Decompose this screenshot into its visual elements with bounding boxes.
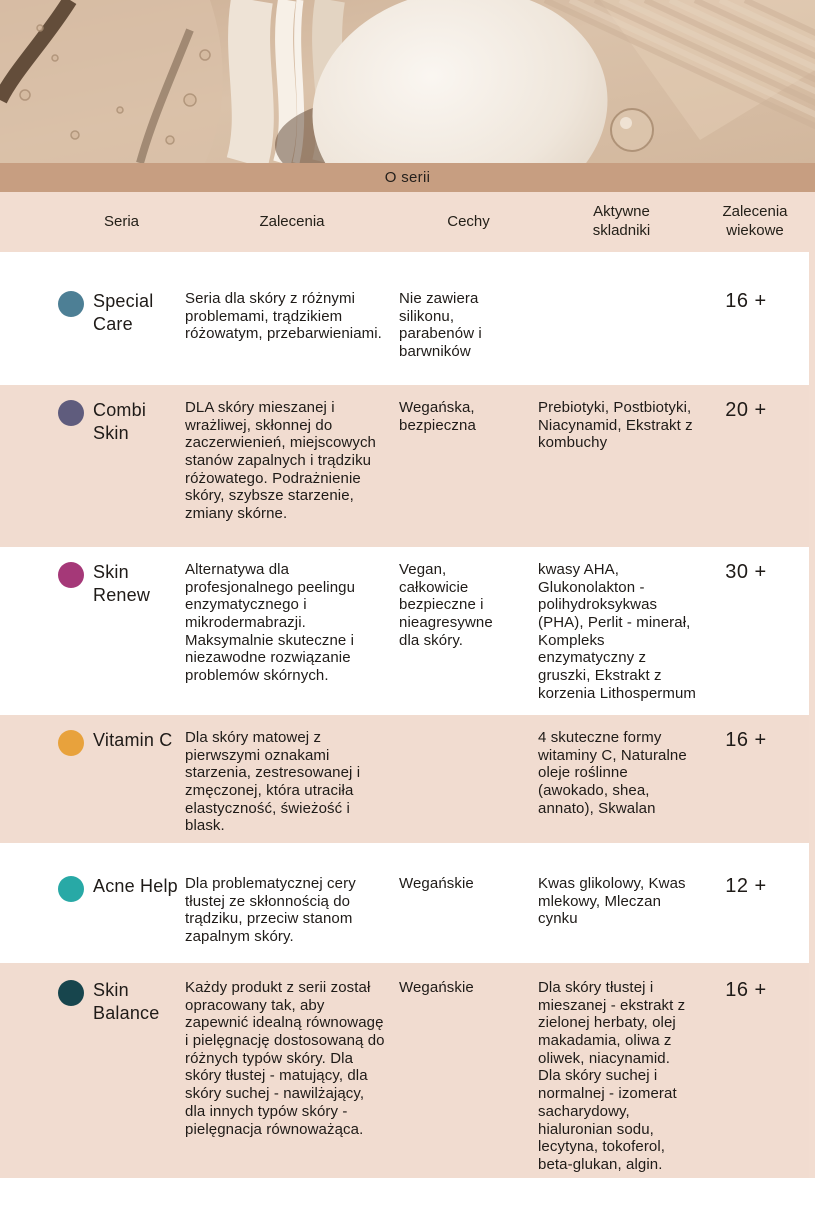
series-cell [58, 979, 185, 1178]
column-header-aktywne-skladniki: Aktywne skladniki [592, 203, 651, 239]
bottom-margin [0, 1178, 815, 1211]
features-text: Wegańskie [399, 979, 474, 996]
column-header-seria: Seria [103, 212, 140, 230]
column-header-zalecenia: Zalecenia [259, 212, 325, 230]
ingredients-text: Dla skóry tłustej i mieszanej - ekstrakt z zielonej herbaty, olej makadamia, oliwa z oliwek, niacynamid. Dla skóry suchej i normalnej - izomerat sacharydowy, hialuronian sodu, lecytyna, tokoferol, beta-glukan, algin. [538, 979, 686, 1173]
series-name: Vitamin C [93, 730, 173, 750]
series-name: Special Care [93, 291, 154, 335]
ingredients-text: kwasy AHA, Glukonolakton - polihydroksykwas (PHA), Perlit - minerał, Kompleks enzymatyczny z gruszki, Ekstrakt z korzenia Lithospermum [538, 561, 697, 702]
series-name: Skin Renew [93, 562, 151, 606]
right-edge-strip [809, 192, 815, 1178]
age-recommendation: 16 + [725, 979, 767, 1001]
section-title: O serii [384, 169, 431, 186]
series-dot-icon [58, 730, 84, 756]
column-header-cechy: Cechy [447, 212, 490, 230]
recommendations-text: Każdy produkt z serii został opracowany tak, aby zapewnić idealną równowagę i pielęgnację dostosowaną do różnych typów skóry. Dla skóry tłustej - matujący, dla skóry suchej - nawilżający, dla innych typów skóry - pielęgnacja równoważąca. [185, 979, 385, 1138]
series-cell [58, 561, 185, 715]
recommendations-text: Seria dla skóry z różnymi problemami, trądzikiem różowatym, przebarwieniami. [185, 290, 382, 343]
ingredients-text [538, 290, 705, 385]
series-dot-icon [58, 291, 84, 317]
series-dot-icon [58, 876, 84, 902]
table-row-combi-skin [0, 385, 815, 547]
features-text: Nie zawiera silikonu, parabenów i barwników [399, 290, 482, 361]
table-row-vitamin-c [0, 715, 815, 843]
features-text [399, 729, 538, 843]
series-name: Skin Balance [93, 980, 160, 1024]
age-recommendation: 12 + [725, 875, 767, 897]
age-recommendation: 16 + [725, 729, 767, 751]
series-name: Acne Help [93, 876, 178, 896]
series-cell [58, 729, 185, 843]
table-header-row [0, 192, 815, 252]
features-text: Vegan, całkowicie bezpieczne i nieagresywne dla skóry. [399, 561, 493, 649]
cream-texture-illustration [0, 0, 815, 163]
age-recommendation: 20 + [725, 399, 767, 421]
recommendations-text: Dla skóry matowej z pierwszymi oznakami starzenia, zestresowanej i zmęczonej, która utraciła elastyczność, świeżość i blask. [185, 729, 361, 835]
table-row-skin-balance [0, 963, 815, 1178]
ingredients-text: Kwas glikolowy, Kwas mlekowy, Mleczan cynku [538, 875, 686, 928]
recommendations-text: Alternatywa dla profesjonalnego peelingu enzymatycznego i mikrodermabrazji. Maksymalnie skuteczne i niezawodne rozwiązanie problemów skórnych. [185, 561, 356, 685]
series-cell [58, 875, 185, 963]
recommendations-text: Dla problematycznej cery tłustej ze skłonnością do trądziku, przeciw stanom zapalnym skóry. [185, 875, 356, 946]
series-dot-icon [58, 562, 84, 588]
recommendations-text: DLA skóry mieszanej i wrażliwej, skłonnej do zaczerwienień, miejscowych stanów zapalnych i trądziku różowatego. Podrażnienie skóry, szybsze starzenie, zmiany skórne. [185, 399, 377, 523]
series-dot-icon [58, 400, 84, 426]
ingredients-text: Prebiotyki, Postbiotyki, Niacynamid, Ekstrakt z kombuchy [538, 399, 693, 452]
table-row-acne-help [0, 843, 815, 963]
age-recommendation: 16 + [725, 290, 767, 312]
table-row-skin-renew [0, 547, 815, 715]
series-name: Combi Skin [93, 400, 147, 444]
series-cell [58, 290, 185, 385]
features-text: Wegańskie [399, 875, 474, 892]
section-title-band [0, 163, 815, 192]
age-recommendation: 30 + [725, 561, 767, 583]
features-text: Wegańska, bezpieczna [399, 399, 476, 434]
ingredients-text: 4 skuteczne formy witaminy C, Naturalne oleje roślinne (awokado, shea, annato), Skwalan [538, 729, 687, 817]
series-dot-icon [58, 980, 84, 1006]
column-header-zalecenia-wiekowe: Zalecenia wiekowe [722, 203, 788, 239]
table-row-special-care [0, 252, 815, 385]
series-table [0, 192, 815, 1178]
series-cell [58, 399, 185, 547]
hero-photo [0, 0, 815, 163]
